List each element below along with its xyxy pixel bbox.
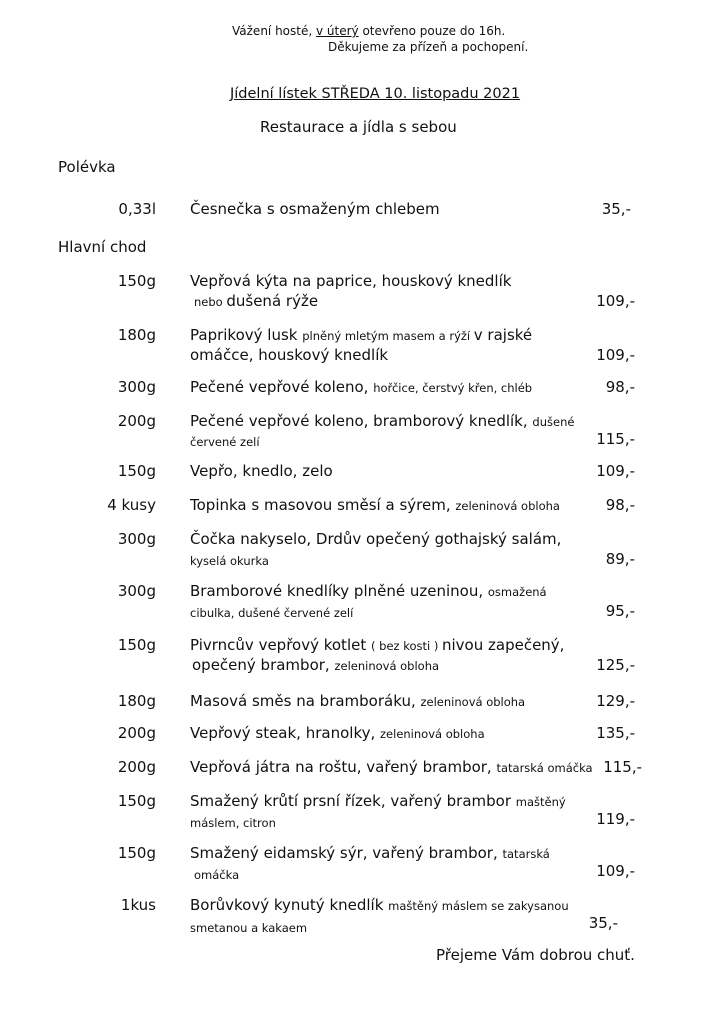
item-note: maštěný máslem se zakysanou xyxy=(388,899,569,913)
item-note: maštěný xyxy=(515,795,566,809)
item-name-text: Bramborové knedlíky plněné uzeninou, xyxy=(190,582,488,600)
item-note: kyselá okurka xyxy=(190,554,269,568)
item-quantity: 1kus xyxy=(120,896,156,914)
item-name xyxy=(190,724,485,742)
item-note: dušené xyxy=(532,415,575,429)
item-price: 35,- xyxy=(588,914,618,932)
item-price: 109,- xyxy=(596,346,635,364)
item-name-line-2 xyxy=(190,603,353,621)
item-quantity: 150g xyxy=(117,636,156,654)
item-name-text: Smažený eidamský sýr, vařený brambor, xyxy=(190,844,503,862)
item-quantity: 200g xyxy=(117,724,156,742)
closing-wish: Přejeme Vám dobrou chuť. xyxy=(436,946,635,964)
item-price: 98,- xyxy=(605,378,635,396)
item-price: 109,- xyxy=(596,292,635,310)
item-note: zeleninová obloha xyxy=(420,695,526,709)
item-quantity: 200g xyxy=(117,758,156,776)
notice-text-c: otevřeno pouze do 16h. xyxy=(358,24,506,38)
item-price: 135,- xyxy=(596,724,635,742)
item-name-text: Pečené vepřové koleno, xyxy=(190,378,374,396)
item-price: 109,- xyxy=(596,462,635,480)
item-name-text: Vepřo, knedlo, zelo xyxy=(190,462,333,480)
menu-title: Jídelní lístek STŘEDA 10. listopadu 2021 xyxy=(230,86,521,102)
item-name-line-2 xyxy=(192,656,439,674)
item-name-text: Masová směs na bramboráku, xyxy=(190,692,421,710)
item-name xyxy=(190,844,550,862)
item-name-text: omáčce, houskový knedlík xyxy=(190,346,389,364)
item-name-line-2 xyxy=(194,865,239,883)
item-note: omáčka xyxy=(194,868,240,882)
item-name-text: dušená rýže xyxy=(226,292,319,310)
notice-line-1 xyxy=(232,24,505,38)
item-price: 98,- xyxy=(605,496,635,514)
item-quantity: 300g xyxy=(117,378,156,396)
item-note: červené zelí xyxy=(190,435,260,449)
item-price: 109,- xyxy=(596,862,635,880)
item-name xyxy=(190,272,511,290)
soup-quantity: 0,33l xyxy=(118,200,156,218)
item-note: hořčice, čerstvý křen, chléb xyxy=(373,381,533,395)
menu-subtitle: Restaurace a jídla s sebou xyxy=(260,118,457,136)
item-quantity: 150g xyxy=(117,844,156,862)
item-note: zeleninová obloha xyxy=(380,727,485,741)
item-name-text: Vepřová játra na roštu, vařený brambor, xyxy=(190,758,497,776)
item-quantity: 200g xyxy=(117,412,156,430)
soup-name: Česnečka s osmaženým chlebem xyxy=(190,200,440,218)
item-name-text: Vepřový steak, hranolky, xyxy=(190,724,381,742)
item-quantity: 150g xyxy=(117,792,156,810)
item-note: smetanou a kakaem xyxy=(190,921,308,935)
item-name-text: Čočka nakyselo, Drdův opečený gothajský salám, xyxy=(190,530,562,548)
item-name-text: Vepřová kýta na paprice, houskový knedlík xyxy=(190,272,512,290)
item-name xyxy=(190,378,532,396)
item-name xyxy=(190,412,574,430)
item-quantity: 150g xyxy=(117,462,156,480)
item-name xyxy=(190,530,561,548)
item-quantity: 180g xyxy=(117,326,156,344)
item-name-text: Pivrncův vepřový kotlet xyxy=(190,636,371,654)
item-name xyxy=(190,326,532,344)
item-note: nebo xyxy=(194,295,227,309)
item-name-text: v rajské xyxy=(473,326,533,344)
item-quantity: 300g xyxy=(117,582,156,600)
item-name-line-2 xyxy=(190,918,307,936)
item-note: zeleninová obloha xyxy=(334,659,440,673)
notice-text-tuesday: v úterý xyxy=(315,24,359,38)
item-name-line-2 xyxy=(190,551,269,569)
item-quantity: 300g xyxy=(117,530,156,548)
item-name-line-2 xyxy=(190,346,388,364)
item-name xyxy=(190,462,333,480)
item-quantity: 150g xyxy=(117,272,156,290)
notice-line-2: Děkujeme za přízeň a pochopení. xyxy=(328,40,529,54)
section-heading-main: Hlavní chod xyxy=(58,238,147,256)
item-quantity: 180g xyxy=(117,692,156,710)
item-name-text: Borůvkový kynutý knedlík xyxy=(190,896,389,914)
item-note: ( bez kosti ) xyxy=(371,639,442,653)
item-price: 119,- xyxy=(596,810,635,828)
item-quantity: 4 kusy xyxy=(107,496,156,514)
item-name-text: Paprikový lusk xyxy=(190,326,303,344)
item-note: osmažená xyxy=(487,585,547,599)
item-name xyxy=(190,636,564,654)
item-price: 95,- xyxy=(605,602,635,620)
item-price: 89,- xyxy=(605,550,635,568)
item-name xyxy=(190,692,525,710)
item-price: 115,- xyxy=(603,758,642,776)
item-price: 129,- xyxy=(596,692,635,710)
item-note: máslem, citron xyxy=(190,816,276,830)
item-price: 125,- xyxy=(596,656,635,674)
item-name xyxy=(190,792,566,810)
item-note: plněný mletým masem a rýží xyxy=(302,329,474,343)
item-name-text: Pečené vepřové koleno, bramborový knedlík, xyxy=(190,412,533,430)
item-name xyxy=(190,896,569,914)
item-name xyxy=(190,496,560,514)
section-heading-soup: Polévka xyxy=(58,158,116,176)
item-name-line-2 xyxy=(190,813,276,831)
notice-text-a: Vážení hosté, xyxy=(232,24,316,38)
item-note: zeleninová obloha xyxy=(455,499,560,513)
item-note: tatarská xyxy=(502,847,550,861)
item-name-text: opečený brambor, xyxy=(192,656,335,674)
soup-price: 35,- xyxy=(601,200,631,218)
item-note: tatarská omáčka xyxy=(496,761,593,775)
item-name-text: Topinka s masovou směsí a sýrem, xyxy=(190,496,456,514)
item-note: cibulka, dušené červené zelí xyxy=(190,606,354,620)
item-name-line-2 xyxy=(194,292,318,310)
item-name-line-2 xyxy=(190,432,260,450)
item-name xyxy=(190,758,593,776)
item-name-text: Smažený krůtí prsní řízek, vařený brambor xyxy=(190,792,516,810)
item-name xyxy=(190,582,547,600)
item-name-text: nivou zapečený, xyxy=(442,636,565,654)
item-price: 115,- xyxy=(596,430,635,448)
